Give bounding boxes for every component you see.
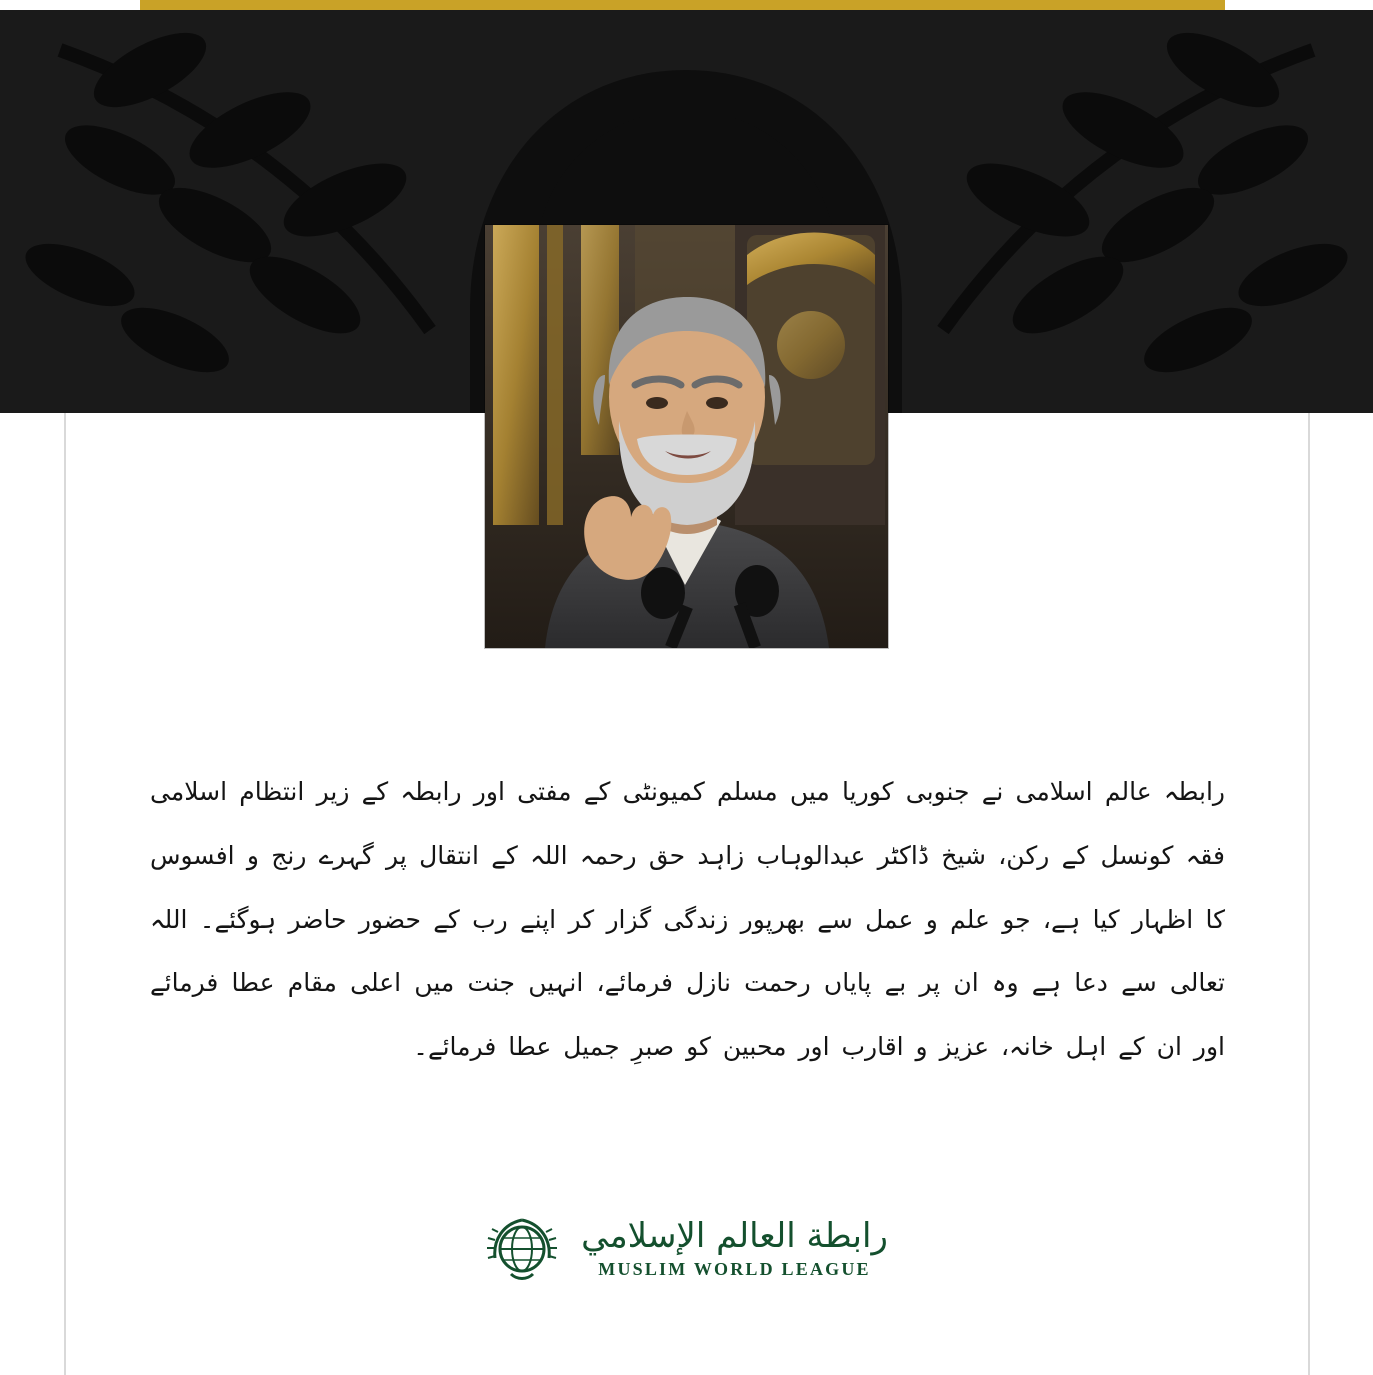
arabic-wordmark: رابطة العالم الإسلامي bbox=[581, 1215, 888, 1256]
latin-wordmark: MUSLIM WORLD LEAGUE bbox=[598, 1259, 871, 1280]
portrait-photo bbox=[485, 225, 888, 648]
globe-wreath-emblem-icon bbox=[485, 1212, 559, 1286]
top-gold-bar bbox=[140, 0, 1225, 10]
statement-text: رابطہ عالم اسلامی نے جنوبی کوریا میں مسلم کمیونٹی کے مفتی اور رابطہ کے زیر انتظام اسلامی فقہ کونسل کے رکن، شیخ ڈاکٹر عبدالوہاب زاہد حق رحمہ اللہ کے انتقال پر گہرے رنج و افسوس کا اظہار کیا ہے، جو علم و عمل سے بھرپور زندگی گزار کر اپنے رب کے حضور حاضر ہوگئے۔ اللہ تعالی سے دعا ہے وہ ان پر بے پایاں رحمت نازل فرمائے، انہیں جنت میں اعلی مقام عطا فرمائے اور ان کے اہل خانہ، عزیز و اقارب اور محبین کو صبرِ جمیل عطا فرمائے۔ bbox=[150, 777, 1225, 1061]
wordmark bbox=[581, 1215, 888, 1280]
footer-logo bbox=[0, 1212, 1373, 1286]
